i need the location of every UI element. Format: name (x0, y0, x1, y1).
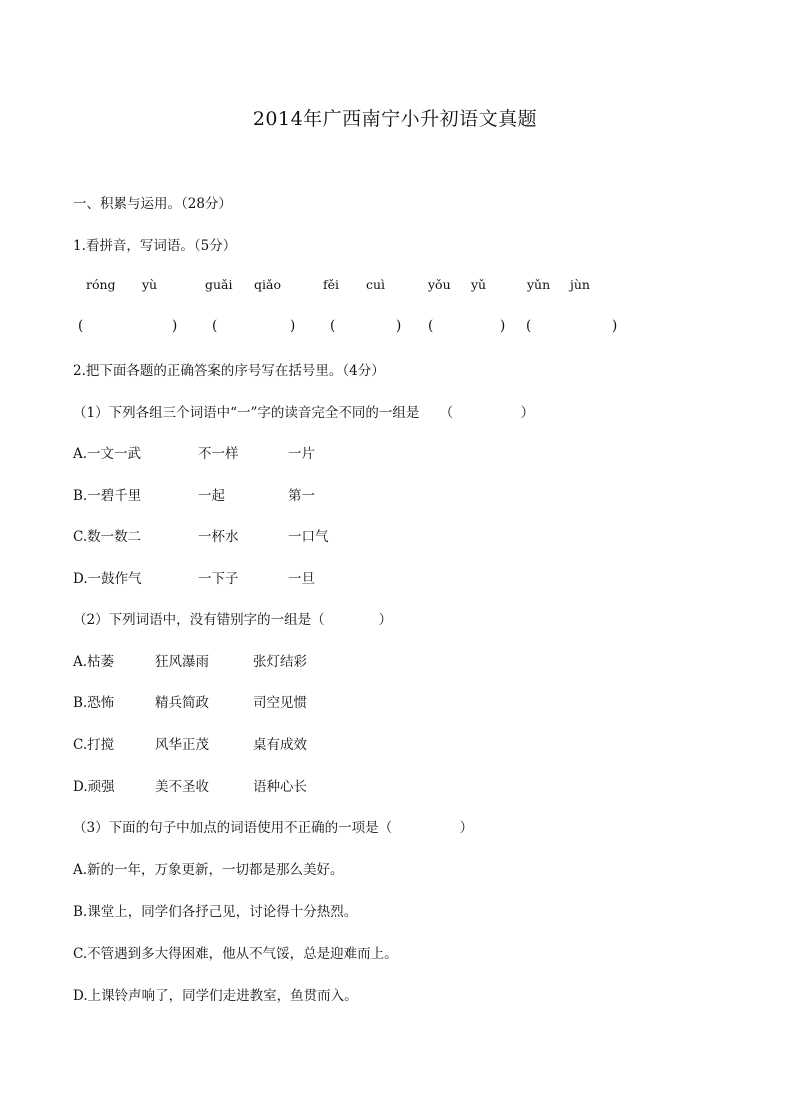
subquestion-1-prompt: （1）下列各组三个词语中“一”字的读音完全不同的一组是 （ ） (73, 405, 535, 421)
answer-blank-close: ) (172, 318, 178, 334)
option-word: 不一样 (198, 446, 239, 462)
option-label: A.一文一武 (73, 446, 142, 462)
section-heading: 一、积累与运用。（28分） (73, 196, 232, 212)
option-word: 司空见惯 (253, 695, 307, 711)
pinyin-syllable: guǎi (205, 277, 233, 292)
option-word: 精兵简政 (155, 695, 209, 711)
pinyin-syllable: yǔn (527, 277, 551, 292)
option-label: D.顽强 (73, 779, 115, 795)
option-label: C.数一数二 (73, 529, 142, 545)
answer-blank-open: ( (526, 318, 532, 334)
subquestion-3-prompt: （3）下面的句子中加点的词语使用不正确的一项是（ ） (73, 820, 474, 836)
question-1-prompt: 1.看拼音，写词语。（5分） (73, 238, 237, 254)
option-word: 桌有成效 (253, 737, 307, 753)
option-word: 美不圣收 (155, 779, 209, 795)
pinyin-syllable: róng (86, 277, 116, 292)
option-word: 一下子 (198, 571, 239, 587)
subquestion-2-prompt: （2）下列词语中，没有错别字的一组是（ ） (73, 612, 393, 628)
answer-blank-close: ) (396, 318, 402, 334)
answer-blank-open: ( (212, 318, 218, 334)
pinyin-syllable: yǒu (428, 277, 451, 292)
option-label: A.枯萎 (73, 654, 115, 670)
option-word: 风华正茂 (155, 737, 209, 753)
option-word: 一片 (288, 446, 315, 462)
option-label: B.一碧千里 (73, 488, 142, 504)
option-word: 一起 (198, 488, 225, 504)
page-title: 2014年广西南宁小升初语文真题 (252, 108, 538, 130)
option-word: 第一 (288, 488, 315, 504)
option-sentence: A.新的一年，万象更新，一切都是那么美好。 (73, 862, 344, 878)
option-label: D.一鼓作气 (73, 571, 142, 587)
pinyin-syllable: qiǎo (254, 277, 281, 292)
option-sentence: B.课堂上，同学们各抒己见，讨论得十分热烈。 (73, 904, 358, 920)
answer-blank-open: ( (330, 318, 336, 334)
answer-blank-close: ) (612, 318, 618, 334)
answer-blank-open: ( (428, 318, 434, 334)
option-word: 一杯水 (198, 529, 239, 545)
answer-blank-close: ) (500, 318, 506, 334)
question-2-prompt: 2.把下面各题的正确答案的序号写在括号里。（4分） (73, 363, 385, 379)
option-word: 语种心长 (253, 779, 307, 795)
answer-blank-open: ( (78, 318, 84, 334)
pinyin-syllable: fěi (323, 277, 340, 292)
option-label: C.打搅 (73, 737, 115, 753)
option-word: 一旦 (288, 571, 315, 587)
option-word: 一口气 (288, 529, 329, 545)
option-sentence: D.上课铃声响了，同学们走进教室，鱼贯而入。 (73, 988, 358, 1004)
pinyin-syllable: jùn (570, 277, 590, 292)
pinyin-syllable: cuì (366, 277, 386, 292)
option-word: 张灯结彩 (253, 654, 307, 670)
pinyin-syllable: yǔ (471, 277, 487, 292)
option-word: 狂风瀑雨 (155, 654, 209, 670)
option-sentence: C.不管遇到多大得困难，他从不气馁，总是迎难而上。 (73, 946, 398, 962)
option-label: B.恐怖 (73, 695, 115, 711)
pinyin-syllable: yù (142, 277, 158, 292)
answer-blank-close: ) (290, 318, 296, 334)
